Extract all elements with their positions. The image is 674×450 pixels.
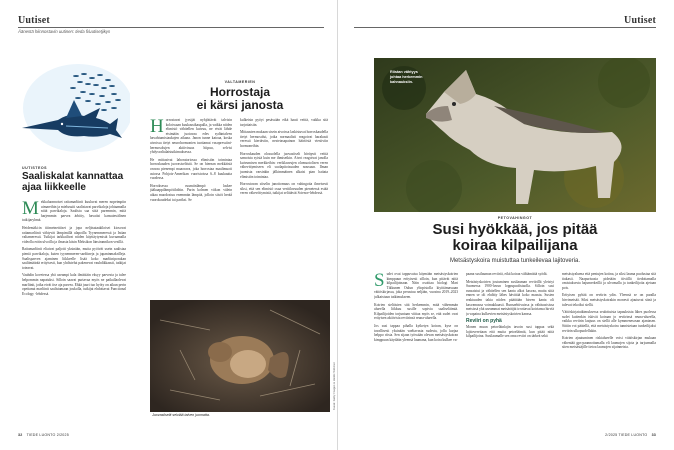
article2-paragraph: He mittasivat laboratoriossa elimistön toimintaa horroskauden juovasiselitstä. Se on hiernan mekkäistä oravaa pienempi maaorava, joka horrostaa maalimuoti asiossa Pohjois-Amerikan vuoristoissa 6–8 kuukautta vuodessa. (150, 157, 232, 181)
article1-dropcap: M (22, 200, 39, 219)
wolf-article-col3 (562, 272, 656, 428)
article2-body-col1 (150, 118, 232, 296)
wolf-headline-line1: Susi hyökkää, jos pitää (432, 221, 598, 238)
wolf-photo-caption (390, 70, 423, 84)
article2-dropcap: H (150, 118, 164, 137)
article1-paragraph: Raitamarliinit eliaivat paljotti yksinään, mutta pyöivät usein saalistaa pieniä parvikaloja, kuten tyynenmeren-sardiineja ja japaninmakrilleja. Saalisparven ajaminen liikkeelle lisää koko marliiniporukan saaliimäärää erityisesti, kun yhdistelut pakenevat vauhdikkaasti, tutkijat toteavat. (22, 247, 126, 270)
wolf-headline-line2: koiraa kilpailijana (452, 236, 578, 254)
article2-headline (150, 86, 330, 111)
article2-headline-line2: ei kärsi janosta (196, 97, 284, 112)
article1-headline (22, 172, 127, 193)
article2-paragraph: kulkeisin pyöyt pesässään eikä hauti veittä, vaikka sitä tarjottaisiin. (240, 118, 328, 127)
wolf-paragraph: Väitöskirjatutkimuksessa seulottuista tapauksista lähes puolessa sudet kuitenkin iskivät koiraan jo reviirinsä reuna-alueella, vaikka reviirin laajuus on siellä alle kymmenesosan ajantasen. Sittiin voi päätellä, että metsästyskoira tunnistetaan tunkeilijaksi reviirin ulkopuolellakin. (562, 310, 656, 333)
right-footer (605, 433, 656, 437)
article1-body (22, 200, 126, 412)
wolf-paragraph: udet ovat tappuvaisa käymään metsästyskoirien kimppuun erityisesti silloin, kun pitävät niitä kilpailijoinaan. Näin osoittaa biologi Mari Tikkunen Oulun yliopistolla kiyittämassaan väitöskirjassa, joka perustuu neljään, vuosina 2019–2023 julkaistuun tutkimukseen. (374, 272, 458, 299)
article1-paragraph: Vauhdin kovetessa yhä useampi kala ilmitttäin eksyy parvesta ja tulee helpommin napatuksi. Silloin saavat purtavaa myös ne paikallaolevat marliinit, jotka eivät itse aja parvea. Ehkä juuri tuo hyöty on aikun perin opettanut marliinit saalistamaan joukolla, tutkijat ehdottavat Functional Ecology -lehdessä. (22, 273, 126, 296)
article2-headline-line1: Horrostaja (209, 85, 271, 99)
left-footer-text: TIEDE LUONTO 2/2025 (26, 433, 69, 437)
wolf-caption-line: kahnauksiin. (390, 79, 414, 84)
right-header-rule (354, 27, 656, 28)
wolf-article-headline (374, 222, 656, 254)
right-section-title: Uutiset (624, 15, 656, 26)
squirrel-head (208, 342, 232, 362)
wolf-paragraph: Metsästyskoirien joutuminen susilauman reviirillä yleistyi Suomessa 1900-luvun loppupuolistaolla. Silloin susi runsaistui ja vähitellen sen kanta alkoi kasvaa, mutta siitä ennen se oli ehditty lähes hävittää koko maasta. Susien reaktuuden takia niiden päätitään hirven kanta oli kasvamassa voimakkaasti. Runsaehtivuissa ja vähäsusisissa metsissä yhä useammat metsäräijät irrottavat koiriansa hirviä ja vapaina kulkevien metsästyskoirien kanssa. (466, 279, 554, 316)
left-footer (18, 433, 69, 437)
wolf-article-lead: Metsästyskoira muistuttaa tunkeilevaa lajitoveria. (449, 258, 581, 264)
wolf-paragraph: Monen muun petoeläinlajin tavoin susi tappaa sekä lajitovereitaan että muita petoeläimiä, kun pitää niitä kilpailijoina. Susilaumalle sen oma reviiri on tärkeä sekä (466, 324, 554, 339)
photo-credit: Kuvat: Getty Images & Heikki Tokkinen (332, 361, 336, 410)
wolf-article-col2 (466, 272, 554, 428)
wolf-paragraph: metsästyaluena että pentujen kotina, ja siksi lauma puolustaa sitä tiukasti. Naapurisusia pidetään tiiviillä tiedottamalla omistuksesta hajumerkeillä ja ulvomalla ja tunkeilijoita ajetaan pois. (562, 272, 656, 290)
right-page (338, 0, 674, 450)
wolf-article-subhead: Reviiri on pyhä (466, 318, 502, 325)
article2-paragraph: Horroskauden olosuolella juovasiiselt höröpvit veittä samoista syistä kuin me ihmisetkin. Aivot reagoivat janolla kuivumisen merkkeihin: veriklauvujen olomuotolisen veren vähevittymiseen eli suolapitoisuuden nousuun. Ilman juomista varsinkin jälkimmäinen alkaisi pian haitata elimistön toimintaa. (240, 151, 328, 179)
wolf-paragraph: paana susilauman reviiriä, eikä koiraa välttämättä syödä. (466, 272, 548, 276)
wolf-paragraph: Koirien sieltäsien sitä herkemmin, mitä vähemmän alueella liikkuu susille sopivia saaliseläimiä. Kilpailijoiden torjuntaan viittaa myös se, että sudet ovat erityisen aktiivisia reviirinsä reuna-alueella. (374, 302, 458, 321)
article2-paragraph: orrostavat jyrsijät nyhjöttävät talvisin koloissaan kuukausikaupalla, ja vaikka niiden elimistö vähitellen kuivuu, ne eivät lähde etsimään juotavaa edes sydäntalven havahtumistaukojen aikana. Janon tunne katoaa, koska aivoissa tietyt neurohormonien tuottamat vasopressiini-hermosolujen aktiivisuus hiipuu, selvisi yhdysvaltalaistutkimuksessa. (150, 118, 232, 155)
wolf-article-dropcap: S (374, 272, 385, 291)
squirrel-caption: Juovasiiselit selviää talven juomatta. (152, 413, 210, 417)
article2-paragraph: Horrostavan siiselin janottomuus on vahingoita ilmeisesti siksi, että sen elimistö osaa veritilavuuden pienetessä estää veren väkevöitymistä, tutkijat selittävät Science-lehdessä. (240, 182, 328, 196)
wolf-article-kicker: PETOVAHINGOT (497, 216, 533, 220)
left-header-rule (18, 27, 324, 28)
wolf-caption-line: johtaa herkemmin (390, 74, 423, 79)
article1-headline-line2: ajaa liikkeelle (22, 181, 86, 193)
article1-paragraph: ekkaluonnoiset raitamarliinit kuuluvat meren nopeimpiin uimareihin ja mielusuiti saalistavat parvikaloja johtaamalla niitä parvikaloja. Saalista saa siitä paremmin, mitä harjemmin parvea ärhitty, havaitsi kansainvälinen tutkijaryhmä. (22, 200, 126, 223)
marlin-illustration (18, 38, 130, 158)
wolf-article-col1 (374, 272, 458, 428)
right-footer-text: 2/2025 TIEDE LUONTO (605, 433, 648, 437)
article1-paragraph: Heidemäki:in tiiimeinettiiset ja jopa neljäsataakiloiset kiosovat raitamarliinit vähtyvät lämpimillä ulapoilla Tyynemmeressä ja Intian valtameressä. Tutkijat tarkkailivat niiden käyttäytymistä kuvaamalla videolla eräin ulvoilla ja ilmasta käsin Meksikon länsirannikon vesillä. (22, 225, 126, 244)
article2-kicker: VALTAMERIEN (224, 80, 256, 84)
article2-paragraph: Horroksessa ruumiinlämpö laskee jääkaappilämpötiloihin. Parin kolmen viikon välein aikaa muodostuu enemmän lämpöä, jolloin siisöt heräå vuorokaudeksi tai pariksi. Se (150, 183, 232, 202)
wolf-paragraph: Koirien ajautuminen riskialueelle voisi väitöskirjan mukaan vähentää gps-paannottamalla eli laumojen sijoia ja tarjoamalla siten metsästäjille tietoa laumojen sijainneista. (562, 336, 656, 350)
article2-paragraph: Mittausten mukaan sisein aivoissa laskistuvat horroskaudella tietyt hermosolut, jotka normaalisti reagoivat harakasti veressä kiertäviin, nestetasapainon häiriöstä viestiviin hormoneihin. (240, 130, 328, 148)
left-section-subtitle: Äänestä hiinnostavin uutinen: tieda fi/uutisetjikys (18, 29, 111, 34)
left-page-number: 32 (18, 433, 23, 437)
wolf-paragraph: Erityisen pyhää on reviirin ydin. Yleensä se on paralla hirvimetsää. Siksi metsästyskoirakin monesti ajautuvat siinä ja tulevat tekoiksi siellä. (562, 293, 656, 307)
wolf-paragraph: Jos susi tappaa pihalla kytketyn koiran, kyse on tavallisesti yksinään vaeltavasta sudesta, jolla karjaa helppo riista. Sen sijaan työssään olevan metsästyskoiran kimppuun käydään yleensä laumana, kun koira kulkee va- (374, 323, 458, 342)
article1-kicker: UUTISTEOS (22, 166, 48, 170)
ground-squirrel-photo (150, 300, 330, 412)
left-section-title: Uutiset (18, 15, 50, 26)
right-page-number: 33 (651, 433, 656, 437)
article1-headline-line1: Saaliskalat kannattaa (22, 171, 124, 182)
squirrel-belly (230, 350, 266, 378)
article2-body-col2 (240, 118, 328, 296)
wolf-caption-line: Riistan vähtyys (390, 70, 418, 74)
